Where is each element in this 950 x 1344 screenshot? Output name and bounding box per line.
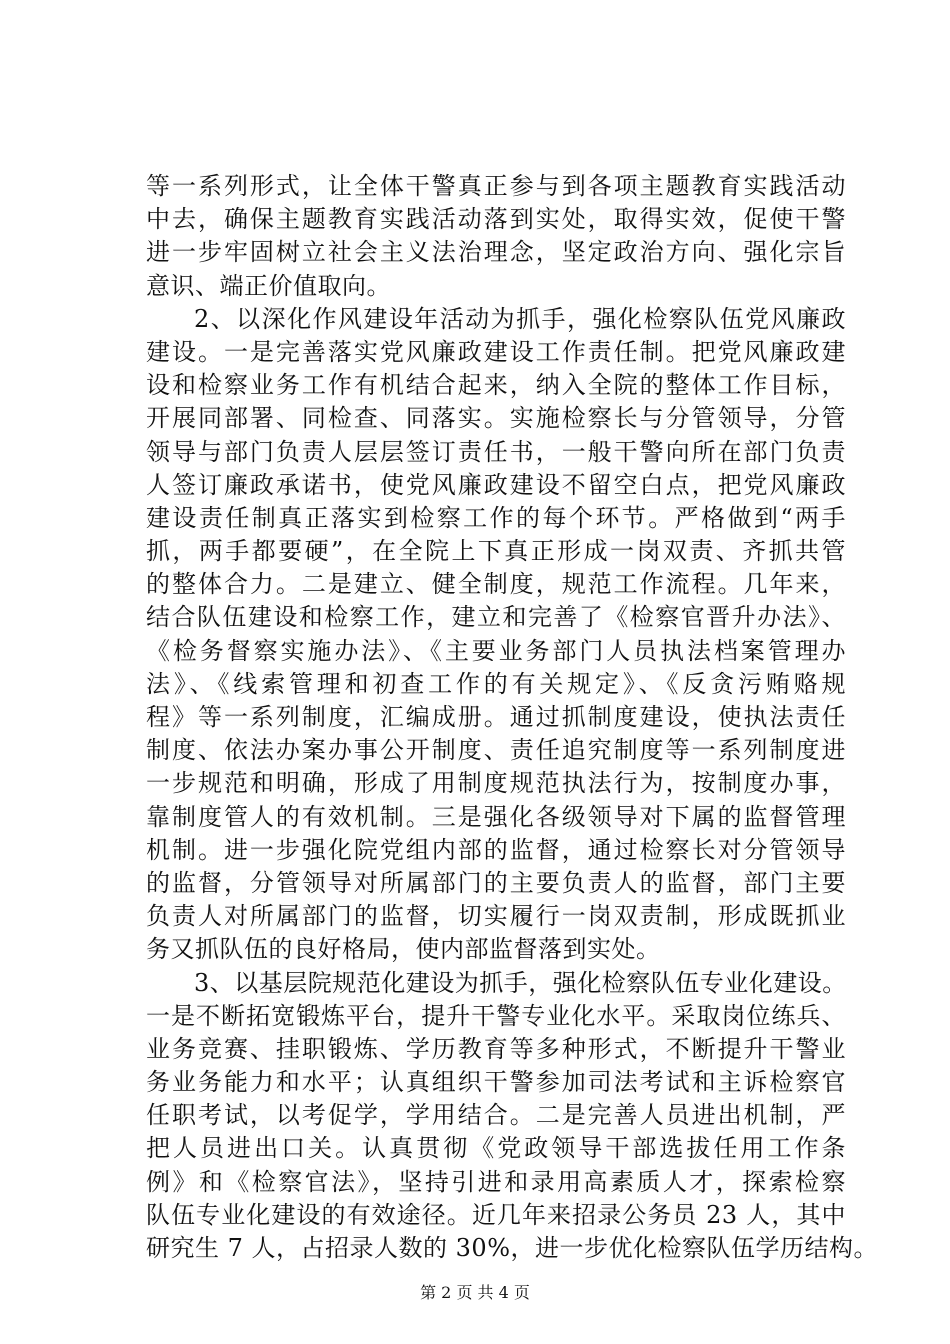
text-line: 意识、端正价值取向。 <box>146 271 391 300</box>
text-line: 一步规范和明确，形成了用制度规范执法行为，按制度办事， <box>146 769 846 798</box>
text-line: 务业务能力和水平；认真组织干警参加司法考试和主诉检察官 <box>146 1068 846 1097</box>
text-line: 一是不断拓宽锻炼平台，提升干警专业化水平。采取岗位练兵、 <box>146 1001 846 1030</box>
text-line: 人签订廉政承诺书，使党风廉政建设不留空白点，把党风廉政 <box>146 470 846 499</box>
text-line: 机制。进一步强化院党组内部的监督，通过检察长对分管领导 <box>146 835 846 864</box>
text-line: 建设责任制真正落实到检察工作的每个环节。严格做到“两手 <box>146 503 846 532</box>
text-line: 抓，两手都要硬”，在全院上下真正形成一岗双责、齐抓共管 <box>146 537 846 566</box>
text-line: 的监督，分管领导对所属部门的主要负责人的监督，部门主要 <box>146 868 846 897</box>
document-body <box>146 170 878 1265</box>
text-line: 《检务督察实施办法》、《主要业务部门人员执法档案管理办 <box>146 636 846 665</box>
text-line: 建设。一是完善落实党风廉政建设工作责任制。把党风廉政建 <box>146 337 846 366</box>
text-line: 把人员进出口关。认真贯彻《党政领导干部选拔任用工作条 <box>146 1134 846 1163</box>
text-line: 制度、依法办案办事公开制度、责任追究制度等一系列制度进 <box>146 736 846 765</box>
text-line: 的整体合力。二是建立、健全制度，规范工作流程。几年来， <box>146 570 846 599</box>
text-line: 靠制度管人的有效机制。三是强化各级领导对下属的监督管理 <box>146 802 846 831</box>
text-line: 领导与部门负责人层层签订责任书，一般干警向所在部门负责 <box>146 437 846 466</box>
text-line: 开展同部署、同检查、同落实。实施检察长与分管领导，分管 <box>146 404 846 433</box>
text-line: 2、以深化作风建设年活动为抓手，强化检察队伍党风廉政 <box>194 304 846 333</box>
text-line: 等一系列形式，让全体干警真正参与到各项主题教育实践活动 <box>146 172 846 200</box>
text-line: 研究生 7 人，占招录人数的 30%，进一步优化检察队伍学历结构。 <box>146 1234 878 1262</box>
text-line: 中去，确保主题教育实践活动落到实处，取得实效，促使干警 <box>146 205 846 234</box>
text-line: 法》、《线索管理和初查工作的有关规定》、《反贪污贿赂规 <box>146 669 846 698</box>
text-line: 进一步牢固树立社会主义法治理念，坚定政治方向、强化宗旨 <box>146 238 846 267</box>
text-line: 队伍专业化建设的有效途径。近几年来招录公务员 23 人，其中 <box>146 1200 846 1229</box>
text-line: 3、以基层院规范化建设为抓手，强化检察队伍专业化建设。 <box>194 968 847 997</box>
text-line: 业务竞赛、挂职锻炼、学历教育等多种形式，不断提升干警业 <box>146 1034 846 1063</box>
text-line: 负责人对所属部门的监督，切实履行一岗双责制，形成既抓业 <box>146 902 846 931</box>
text-line: 例》和《检察官法》，坚持引进和录用高素质人才，探索检察 <box>146 1167 846 1196</box>
text-line: 务又抓队伍的良好格局，使内部监督落到实处。 <box>146 935 661 964</box>
text-line: 程》等一系列制度，汇编成册。通过抓制度建设，使执法责任 <box>146 703 846 731</box>
text-line: 设和检察业务工作有机结合起来，纳入全院的整体工作目标， <box>146 371 846 400</box>
text-line: 任职考试，以考促学，学用结合。二是完善人员进出机制，严 <box>146 1101 846 1130</box>
text-line: 结合队伍建设和检察工作，建立和完善了《检察官晋升办法》、 <box>146 603 846 632</box>
page-footer: 第 2 页 共 4 页 <box>420 1283 530 1302</box>
